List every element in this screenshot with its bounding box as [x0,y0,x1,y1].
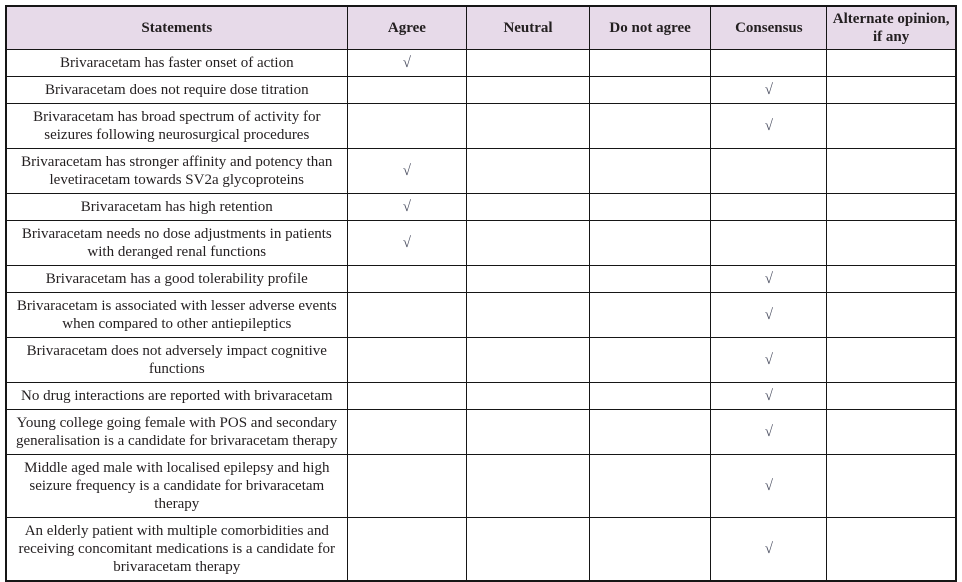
table-row [6,293,956,338]
alternate-opinion-cell [827,455,956,518]
agree-cell [347,518,467,582]
do-not-agree-cell [589,383,711,410]
agree-cell [347,293,467,338]
alternate-opinion-cell [827,266,956,293]
statement-cell: An elderly patient with multiple comorbidities and receiving concomitant medications is a candidate for brivaracetam therapy [6,518,347,582]
alternate-opinion-cell [827,383,956,410]
statement-cell: Brivaracetam is associated with lesser adverse events when compared to other antiepileptics [6,293,347,338]
table-row [6,266,956,293]
consensus-cell [711,77,827,104]
consensus-cell [711,266,827,293]
check-mark: √ [402,163,412,179]
do-not-agree-cell [589,77,711,104]
statement-cell: Brivaracetam has high retention [6,194,347,221]
statement-cell: Brivaracetam has broad spectrum of activity for seizures following neurosurgical procedures [6,104,347,149]
statement-cell: Middle aged male with localised epilepsy and high seizure frequency is a candidate for brivaracetam therapy [6,455,347,518]
consensus-cell [711,149,827,194]
col-header-neutral: Neutral [467,6,590,50]
neutral-cell [467,50,590,77]
statement-cell: Young college going female with POS and secondary generalisation is a candidate for brivaracetam therapy [6,410,347,455]
statement-cell: Brivaracetam has faster onset of action [6,50,347,77]
alternate-opinion-cell [827,77,956,104]
do-not-agree-cell [589,221,711,266]
agree-cell [347,50,467,77]
do-not-agree-cell [589,194,711,221]
do-not-agree-cell [589,293,711,338]
agree-cell [347,104,467,149]
do-not-agree-cell [589,266,711,293]
agree-cell [347,221,467,266]
neutral-cell [467,383,590,410]
statement-cell: Brivaracetam has stronger affinity and potency than levetiracetam towards SV2a glycoproteins [6,149,347,194]
header-row [6,6,956,50]
table-row [6,77,956,104]
statement-cell: Brivaracetam needs no dose adjustments in patients with deranged renal functions [6,221,347,266]
consensus-cell [711,518,827,582]
table-row [6,455,956,518]
consensus-cell [711,50,827,77]
neutral-cell [467,410,590,455]
statement-cell: Brivaracetam does not adversely impact cognitive functions [6,338,347,383]
agree-cell [347,194,467,221]
consensus-cell [711,338,827,383]
check-mark: √ [764,478,773,494]
do-not-agree-cell [589,410,711,455]
table-row [6,221,956,266]
consensus-cell [711,194,827,221]
consensus-cell [711,221,827,266]
do-not-agree-cell [589,104,711,149]
statement-cell: No drug interactions are reported with brivaracetam [6,383,347,410]
alternate-opinion-cell [827,50,956,77]
check-mark: √ [764,271,773,287]
agree-cell [347,266,467,293]
neutral-cell [467,338,590,383]
table-row [6,194,956,221]
neutral-cell [467,455,590,518]
neutral-cell [467,518,590,582]
table-row [6,383,956,410]
col-header-statements: Statements [6,6,347,50]
neutral-cell [467,104,590,149]
do-not-agree-cell [589,455,711,518]
check-mark: √ [402,199,412,215]
alternate-opinion-cell [827,518,956,582]
consensus-statements-table [5,5,957,582]
agree-cell [347,338,467,383]
col-header-agree: Agree [347,6,467,50]
agree-cell [347,410,467,455]
col-header-consensus: Consensus [711,6,827,50]
do-not-agree-cell [589,149,711,194]
col-header-alternate-opinion: Alternate opinion, if any [827,6,956,50]
check-mark: √ [764,352,773,368]
consensus-cell [711,104,827,149]
table-row [6,518,956,582]
table-row [6,104,956,149]
do-not-agree-cell [589,50,711,77]
table-row [6,149,956,194]
agree-cell [347,455,467,518]
statement-cell: Brivaracetam has a good tolerability profile [6,266,347,293]
consensus-cell [711,410,827,455]
neutral-cell [467,221,590,266]
table-row [6,50,956,77]
do-not-agree-cell [589,518,711,582]
check-mark: √ [764,541,773,557]
alternate-opinion-cell [827,338,956,383]
neutral-cell [467,149,590,194]
check-mark: √ [764,388,773,404]
agree-cell [347,383,467,410]
check-mark: √ [764,118,773,134]
neutral-cell [467,293,590,338]
table-body [6,50,956,582]
table-row [6,338,956,383]
check-mark: √ [402,55,412,71]
statement-cell: Brivaracetam does not require dose titration [6,77,347,104]
neutral-cell [467,194,590,221]
alternate-opinion-cell [827,194,956,221]
alternate-opinion-cell [827,221,956,266]
do-not-agree-cell [589,338,711,383]
check-mark: √ [764,82,773,98]
col-header-do-not-agree: Do not agree [589,6,711,50]
alternate-opinion-cell [827,149,956,194]
neutral-cell [467,77,590,104]
consensus-cell [711,455,827,518]
neutral-cell [467,266,590,293]
agree-cell [347,77,467,104]
agree-cell [347,149,467,194]
check-mark: √ [764,424,773,440]
check-mark: √ [764,307,773,323]
table-row [6,410,956,455]
consensus-cell [711,293,827,338]
consensus-cell [711,383,827,410]
alternate-opinion-cell [827,410,956,455]
check-mark: √ [402,235,412,251]
alternate-opinion-cell [827,293,956,338]
alternate-opinion-cell [827,104,956,149]
